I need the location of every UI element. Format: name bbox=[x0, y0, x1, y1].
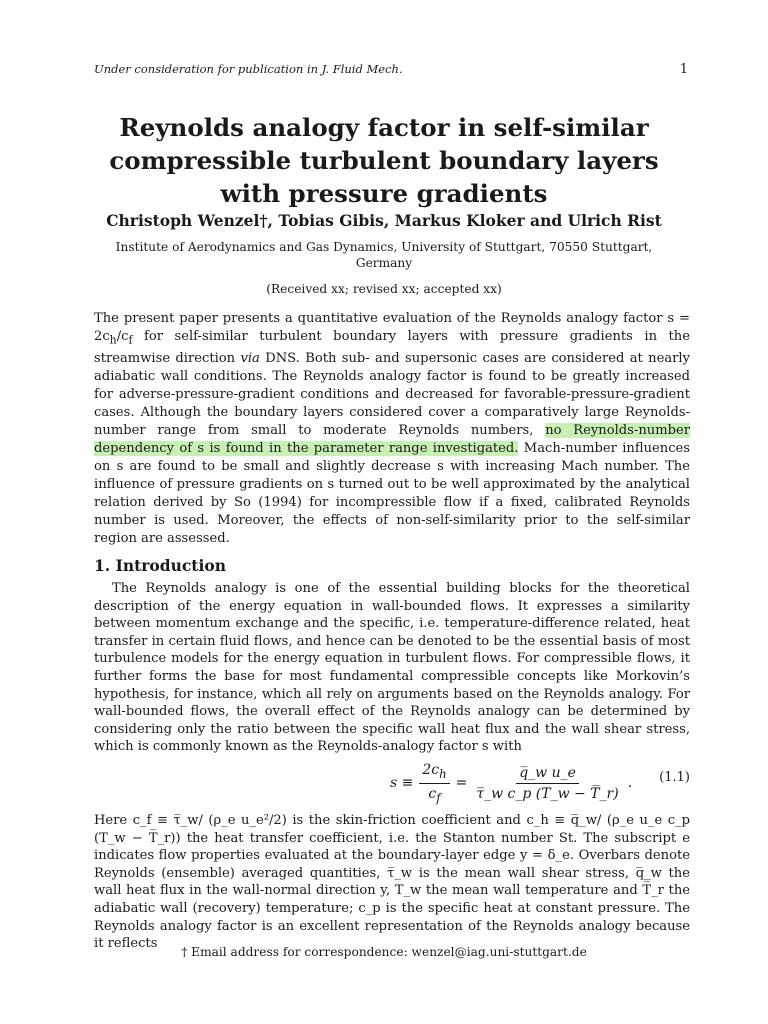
running-head: Under consideration for publication in J. Fluid Mech. bbox=[94, 62, 403, 76]
frac1-den-sub: f bbox=[436, 790, 441, 805]
equation-fraction-2 bbox=[473, 765, 621, 802]
frac1-num-text: 2c bbox=[422, 762, 440, 778]
abstract bbox=[94, 310, 690, 548]
equation-1-1 bbox=[94, 758, 690, 804]
equation-fraction-1 bbox=[419, 762, 449, 805]
fraction-1-denominator bbox=[425, 784, 443, 805]
equation-number: (1.1) bbox=[659, 770, 690, 785]
fraction-1-numerator bbox=[419, 762, 449, 784]
abstract-sub-f: f bbox=[128, 333, 133, 347]
fraction-2-denominator: τ̅_w c_p (T_w − T̅_r) bbox=[476, 785, 619, 802]
received-line: (Received xx; revised xx; accepted xx) bbox=[266, 282, 502, 296]
frac1-den-text: c bbox=[428, 785, 437, 802]
equation-period: . bbox=[627, 775, 633, 792]
highlighted-sentence[interactable]: no Reynolds-number dependency of s is found in the parameter range investigated. bbox=[94, 422, 691, 456]
footnote-email: † Email address for correspondence: wenzel@iag.uni-stuttgart.de bbox=[181, 945, 587, 959]
abstract-sub-h: h bbox=[109, 333, 117, 347]
post-equation-paragraph: Here c_f ≡ τ̅_w/ (ρ_e u_e²/2) is the skin-friction coefficient and c_h ≡ q̅_w/ (ρ_e u_e c_p (T_w − T̅_r)) the heat transfer coefficient, i.e. the Stanton number St. The subscript e indicates flow properties evaluated at the boundary-layer edge y = δ_e. Overbars denote Reynolds (ensemble) averaged quantities, τ̅_w is the mean wall shear stress, q̅_w the wall heat flux in the wall-normal direction y, T_w the mean wall temperature and T̅_r the adiabatic wall (recovery) temperature; c_p is the specific heat at constant pressure. The Reynolds analogy factor is an excellent representation of the Reynolds analogy because it reflects bbox=[94, 813, 690, 952]
equation-body bbox=[390, 762, 632, 805]
abstract-text-3: DNS. Both sub- and supersonic cases are considered at nearly adiabatic wall conditions. The Reynolds analogy factor is found to be greatly increased for adverse-pressure-gradient conditions and decreased for favorable-pressure-gradient cases. Although the boundary layers considered cover a comparatively large Reynolds-number range from small to moderate Reynolds numbers, bbox=[94, 350, 691, 438]
paper-title: Reynolds analogy factor in self-similar compressible turbulent boundary layers with pressure gradients bbox=[109, 113, 659, 208]
abstract-text-4: Mach-number influences on s are found to be small and slightly decrease s with increasing Mach number. The influence of pressure gradients on s turned out to be well approximated by the analytical relation derived by So (1994) for incompressible flow if a fixed, calibrated Reynolds number is used. Moreover, the effects of non-self-similarity prior to the self-similar region are assessed. bbox=[94, 440, 690, 546]
fraction-2-numerator: q̅_w u_e bbox=[516, 765, 579, 784]
affiliation: Institute of Aerodynamics and Gas Dynamics, University of Stuttgart, 70550 Stuttgart, Germany bbox=[115, 240, 653, 270]
equation-lhs: s ≡ bbox=[390, 775, 414, 792]
equation-equals: = bbox=[455, 775, 468, 792]
frac1-num-sub: h bbox=[439, 766, 447, 781]
abstract-text-1: The present paper presents a quantitative evaluation of the Reynolds analogy factor s = 2c bbox=[94, 311, 690, 344]
abstract-via: via bbox=[240, 350, 260, 366]
abstract-text-2: for self-similar turbulent boundary layers with pressure gradients in the streamwise direction bbox=[94, 329, 690, 366]
abstract-slash-c: /c bbox=[116, 329, 129, 344]
authors: Christoph Wenzel†, Tobias Gibis, Markus Kloker and Ulrich Rist bbox=[106, 211, 662, 230]
page-number: 1 bbox=[679, 62, 688, 77]
section-heading-introduction: 1. Introduction bbox=[94, 556, 226, 575]
introduction-paragraph: The Reynolds analogy is one of the essential building blocks for the theoretical description of the energy equation in wall-bounded flows. It expresses a similarity between momentum exchange and the specific, i.e. temperature-difference related, heat transfer in certain fluid flows, and hence can be denoted to be the essential basis of most turbulence models for the energy equation in turbulent flows. For compressible flows, it further forms the base for most fundamental compressible concepts like Morkovin’s hypothesis, for instance, which all rely on arguments based on the Reynolds analogy. For wall-bounded flows, the overall effect of the Reynolds analogy can be determined by considering only the ratio between the specific wall heat flux and the wall shear stress, which is commonly known as the Reynolds-analogy factor s with bbox=[94, 581, 690, 755]
